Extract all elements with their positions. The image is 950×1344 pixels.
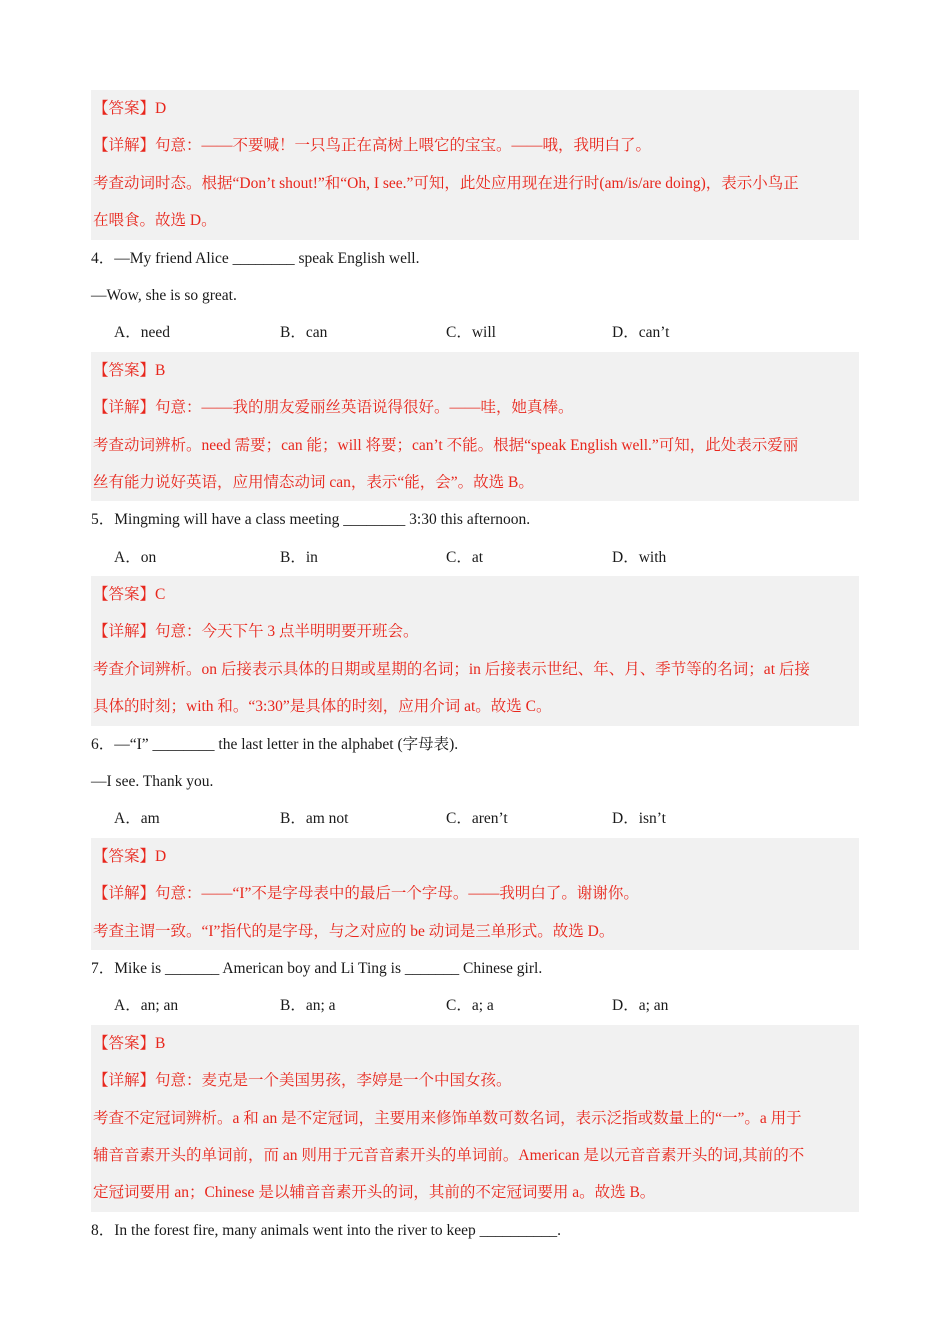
option-c: C．aren’t [446,810,508,828]
option-b: B．can [280,324,328,342]
explain-q7-line3: 定冠词要用 an；Chinese 是以辅音音素开头的词，其前的不定冠词要用 a。故选 B。 [93,1184,656,1202]
option-b: B．in [280,548,318,566]
detail-q5: 【详解】句意：今天下午 3 点半明明要开班会。 [93,623,419,641]
answer-block-q5 [91,576,859,726]
detail-q7: 【详解】句意：麦克是一个美国男孩，李婷是一个中国女孩。 [93,1072,512,1090]
option-a: A．need [114,324,170,342]
answer-block-q6 [91,838,859,950]
question-6-options [91,800,859,837]
question-5-options [91,539,859,576]
option-c: C．a; a [446,997,494,1015]
explain-q5-line1: 考查介词辨析。on 后接表示具体的日期或星期的名词；in 后接表示世纪、年、月、季节等的名词；at 后接 [93,660,810,678]
option-a: A．an; an [114,997,179,1015]
option-d: D．a; an [612,997,669,1015]
answer-q5: 【答案】C [93,586,166,604]
option-a: A．am [114,810,160,828]
detail-q4: 【详解】句意：——我的朋友爱丽丝英语说得很好。——哇，她真棒。 [93,399,574,417]
question-6-stem: 6．—“I” ________ the last letter in the alphabet (字母表). [91,735,459,753]
detail-q3: 【详解】句意：——不要喊！一只鸟正在高树上喂它的宝宝。——哦，我明白了。 [93,137,652,155]
option-a: A．on [114,548,157,566]
option-d: D．isn’t [612,810,666,828]
explain-q4-line1: 考查动词辨析。need 需要；can 能；will 将要；can’t 不能。根据“speak English well.”可知，此处表示爱丽 [93,436,799,454]
answer-block-q4 [91,352,859,502]
explain-q3-line1: 考查动词时态。根据“Don’t shout!”和“Oh, I see.”可知，此处应用现在进行时(am/is/are doing)，表示小鸟正 [93,174,799,192]
question-4-options [91,314,859,351]
answer-block-q3 [91,90,859,240]
answer-block-q7 [91,1025,859,1212]
question-5-stem: 5．Mingming will have a class meeting ________ 3:30 this afternoon. [91,511,531,529]
explain-q3-line2: 在喂食。故选 D。 [93,212,217,230]
answer-q4: 【答案】B [93,361,166,379]
option-b: B．an; a [280,997,336,1015]
answer-q7: 【答案】B [93,1034,166,1052]
explain-q5-line2: 具体的时刻；with 和。“3:30”是具体的时刻，应用介词 at。故选 C。 [93,698,552,716]
page-content [91,90,859,1249]
explain-q6-line1: 考查主谓一致。“I”指代的是字母，与之对应的 be 动词是三单形式。故选 D。 [93,922,615,940]
option-b: B．am not [280,810,349,828]
question-4-stem: 4．—My friend Alice ________ speak English well. [91,249,420,267]
question-8-stem: 8．In the forest fire, many animals went into the river to keep __________. [91,1221,562,1239]
question-6-reply: —I see. Thank you. [91,773,214,791]
answer-q3: 【答案】D [93,100,167,117]
option-c: C．will [446,324,496,342]
explain-q4-line2: 丝有能力说好英语，应用情态动词 can，表示“能，会”。故选 B。 [93,473,534,491]
option-d: D．can’t [612,324,670,342]
question-4-reply: —Wow, she is so great. [91,286,237,304]
question-7-options [91,987,859,1024]
option-c: C．at [446,548,484,566]
option-d: D．with [612,548,667,566]
answer-q6: 【答案】D [93,847,167,865]
question-7-stem: 7．Mike is _______ American boy and Li Ting is _______ Chinese girl. [91,959,543,977]
detail-q6: 【详解】句意：——“I”不是字母表中的最后一个字母。——我明白了。谢谢你。 [93,885,639,903]
explain-q7-line2: 辅音音素开头的单词前，而 an 则用于元音音素开头的单词前。American 是以元音音素开头的词,其前的不 [93,1146,805,1164]
explain-q7-line1: 考查不定冠词辨析。a 和 an 是不定冠词，主要用来修饰单数可数名词，表示泛指或数量上的“一”。a 用于 [93,1109,802,1127]
